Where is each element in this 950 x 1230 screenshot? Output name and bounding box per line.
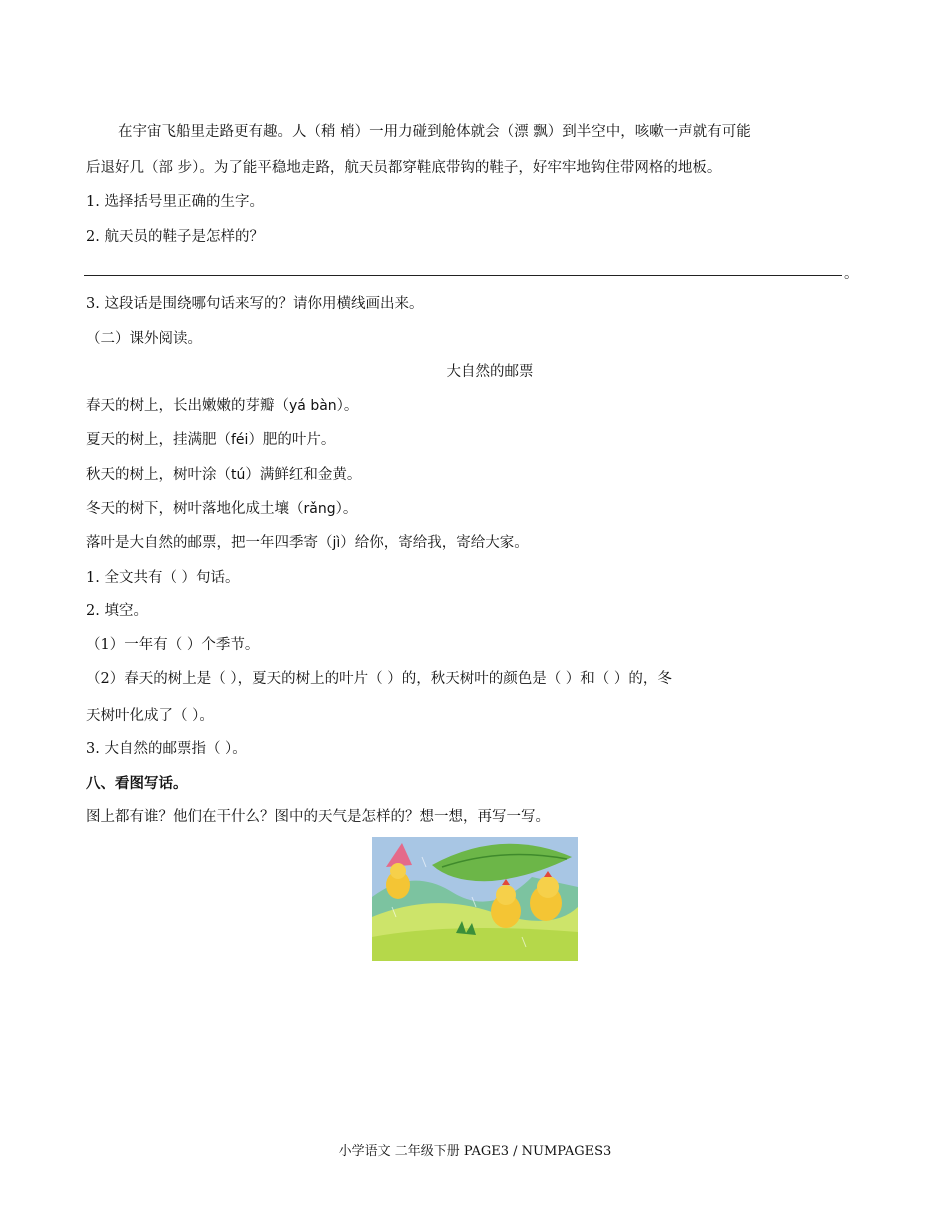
picture-chicks-in-rain <box>372 837 578 961</box>
reading-question-2-1: （1）一年有（ ）个季节。 <box>86 637 260 653</box>
picture-writing-prompt: 图上都有谁？他们在干什么？图中的天气是怎样的？想一想，再写一写。 <box>86 809 550 825</box>
reading-question-2-2-cont: 天树叶化成了（ ）。 <box>86 708 214 724</box>
answer-blank-line[interactable] <box>84 262 864 282</box>
passage-line-2: 后退好几（部 步）。为了能平稳地走路，航天员都穿鞋底带钩的鞋子，好牢牢地钩住带网格的地板。 <box>86 160 722 176</box>
section-heading-reading: （二）课外阅读。 <box>86 331 202 347</box>
answer-rule <box>84 275 842 276</box>
poem-line-4: 冬天的树下，树叶落地化成土壤（rǎng）。 <box>86 501 358 517</box>
poem-title: 大自然的邮票 <box>446 364 534 380</box>
reading-question-2-2: （2）春天的树上是（ ），夏天的树上的叶片（ ）的，秋天树叶的颜色是（ ）和（ ）的，冬 <box>86 671 672 687</box>
poem-line-1: 春天的树上，长出嫩嫩的芽瓣（yá bàn）。 <box>86 398 359 414</box>
question-3: 3. 这段话是围绕哪句话来写的？请你用横线画出来。 <box>86 296 424 312</box>
poem-line-5: 落叶是大自然的邮票，把一年四季寄（jì）给你，寄给我，寄给大家。 <box>86 535 529 551</box>
question-2: 2. 航天员的鞋子是怎样的？ <box>86 229 264 245</box>
poem-line-2: 夏天的树上，挂满肥（féi）肥的叶片。 <box>86 432 336 448</box>
reading-question-1: 1. 全文共有（ ）句话。 <box>86 570 240 586</box>
passage-line-1: 在宇宙飞船里走路更有趣。人（稍 梢）一用力碰到舱体就会（漂 飘）到半空中，咳嗽一声就有可能 <box>118 124 751 140</box>
page-footer: 小学语文 二年级下册 PAGE3 / NUMPAGES3 <box>338 1144 612 1159</box>
reading-question-2: 2. 填空。 <box>86 603 148 619</box>
poem-line-3: 秋天的树上，树叶涂（tú）满鲜红和金黄。 <box>86 467 362 483</box>
reading-question-3: 3. 大自然的邮票指（ ）。 <box>86 741 247 757</box>
section-heading-picture-writing: 八、看图写话。 <box>86 775 188 792</box>
question-1: 1. 选择括号里正确的生字。 <box>86 194 264 210</box>
answer-end-mark: 。 <box>844 266 859 282</box>
